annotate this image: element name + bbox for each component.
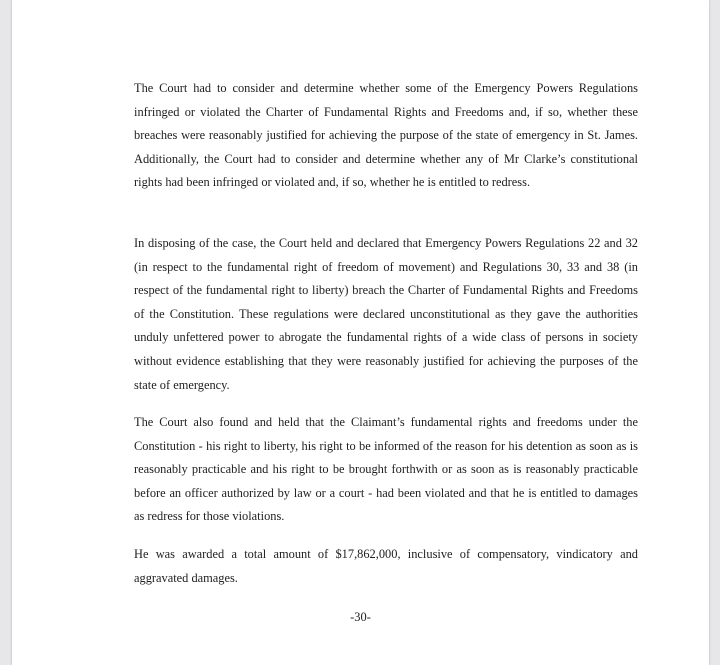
paragraph-claimant-rights: The Court also found and held that the Claimant’s fundamental rights and freedoms under the Constitution - his right to liberty, his right to be informed of the reason for his detention as soon as is reasonably practicable and his right to be brought forthwith or as soon as is reasonably practicable before an officer authorized by law or a court - had been violated and that he is entitled to damages as redress for those violations. [134,415,638,524]
paragraph-damages-award: He was awarded a total amount of $17,862,000, inclusive of compensatory, vindicatory and aggravated damages. [134,547,638,585]
paragraph-court-ruling: In disposing of the case, the Court held and declared that Emergency Powers Regulations 22 and 32 (in respect to the fundamental right of freedom of movement) and Regulations 30, 33 and 38 (in respect of the fundamental right to liberty) breach the Charter of Fundamental Rights and Freedoms of the Constitution. These regulations were declared unconstitutional as they gave the authorities unduly unfettered power to abrogate the fundamental rights of a wide class of persons in society without evidence establishing that they were reasonably justified for achieving the purposes of the state of emergency. [134,236,638,392]
paragraph-court-consideration: The Court had to consider and determine whether some of the Emergency Powers Regulations infringed or violated the Charter of Fundamental Rights and Freedoms and, if so, whether these breaches were reasonably justified for achieving the purpose of the state of emergency in St. James. Additionally, the Court had to consider and determine whether any of Mr Clarke’s constitutional rights had been infringed or violated and, if so, whether he is entitled to redress. [134,81,638,190]
page-number: -30- [350,610,371,624]
document-page [12,0,709,665]
